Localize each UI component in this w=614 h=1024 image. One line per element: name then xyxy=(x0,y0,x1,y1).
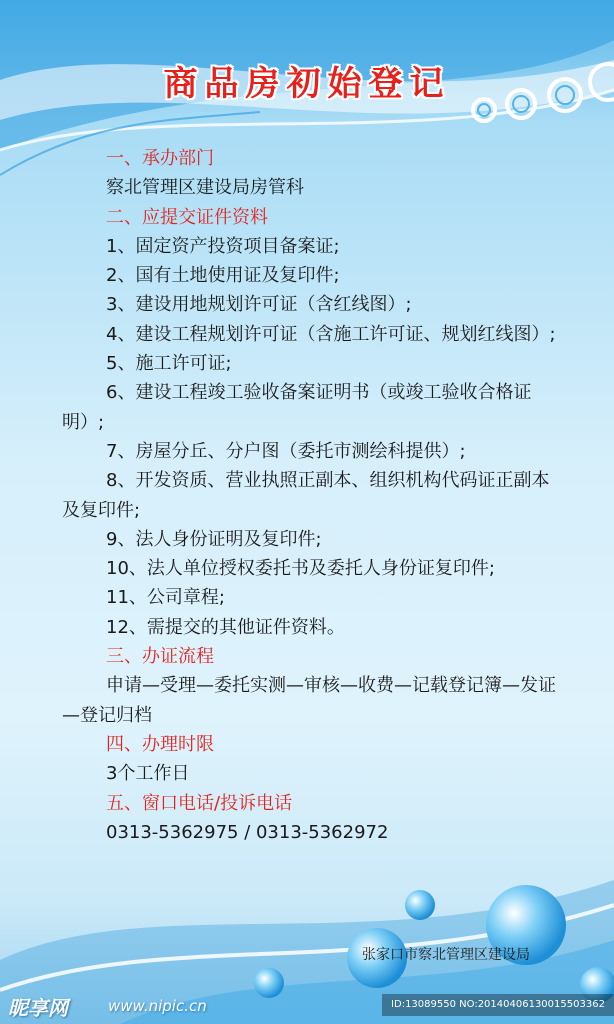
section-heading: 四、办理时限 xyxy=(106,733,214,755)
section-text: 申请—受理—委托实测—审核—收费—记载登记簿—发证—登记归档 xyxy=(62,675,556,726)
section-heading: 五、窗口电话/投诉电话 xyxy=(106,792,293,814)
watermark-logo: 昵享网 xyxy=(8,996,68,1020)
list-item: 9、法人身份证明及复印件; xyxy=(106,528,322,550)
list-item: 6、建设工程竣工验收备案证明书（或竣工验收合格证明）; xyxy=(62,382,532,433)
list-item: 10、法人单位授权委托书及委托人身份证复印件; xyxy=(106,558,495,580)
section-heading: 二、应提交证件资料 xyxy=(106,206,268,228)
issuer-footer: 张家口市察北管理区建设局 xyxy=(362,947,530,963)
list-item: 7、房屋分丘、分户图（委托市测绘科提供）; xyxy=(106,440,466,462)
list-item: 4、建设工程规划许可证（含施工许可证、规划红线图）; xyxy=(106,323,556,345)
section-text: 察北管理区建设局房管科 xyxy=(106,177,304,199)
notice-content xyxy=(62,144,562,847)
watermark-id: ID:13089550 NO:20140406130015503362 xyxy=(382,994,614,1016)
list-item: 8、开发资质、营业执照正副本、组织机构代码证正副本及复印件; xyxy=(62,470,550,521)
list-item: 11、公司章程; xyxy=(106,587,225,609)
list-item: 1、固定资产投资项目备案证; xyxy=(106,235,340,257)
list-item: 3、建设用地规划许可证（含红线图）; xyxy=(106,294,412,316)
list-item: 12、需提交的其他证件资料。 xyxy=(106,616,345,638)
list-item: 5、施工许可证; xyxy=(106,353,232,375)
section-heading: 一、承办部门 xyxy=(106,148,214,169)
section-heading: 三、办证流程 xyxy=(106,646,214,668)
watermark-url: www.nipic.cn xyxy=(108,997,207,1015)
page-title: 商品房初始登记 xyxy=(163,64,451,104)
section-text: 3个工作日 xyxy=(106,763,190,785)
list-item: 2、国有土地使用证及复印件; xyxy=(106,265,340,287)
section-text: 0313-5362975 / 0313-5362972 xyxy=(106,821,389,843)
